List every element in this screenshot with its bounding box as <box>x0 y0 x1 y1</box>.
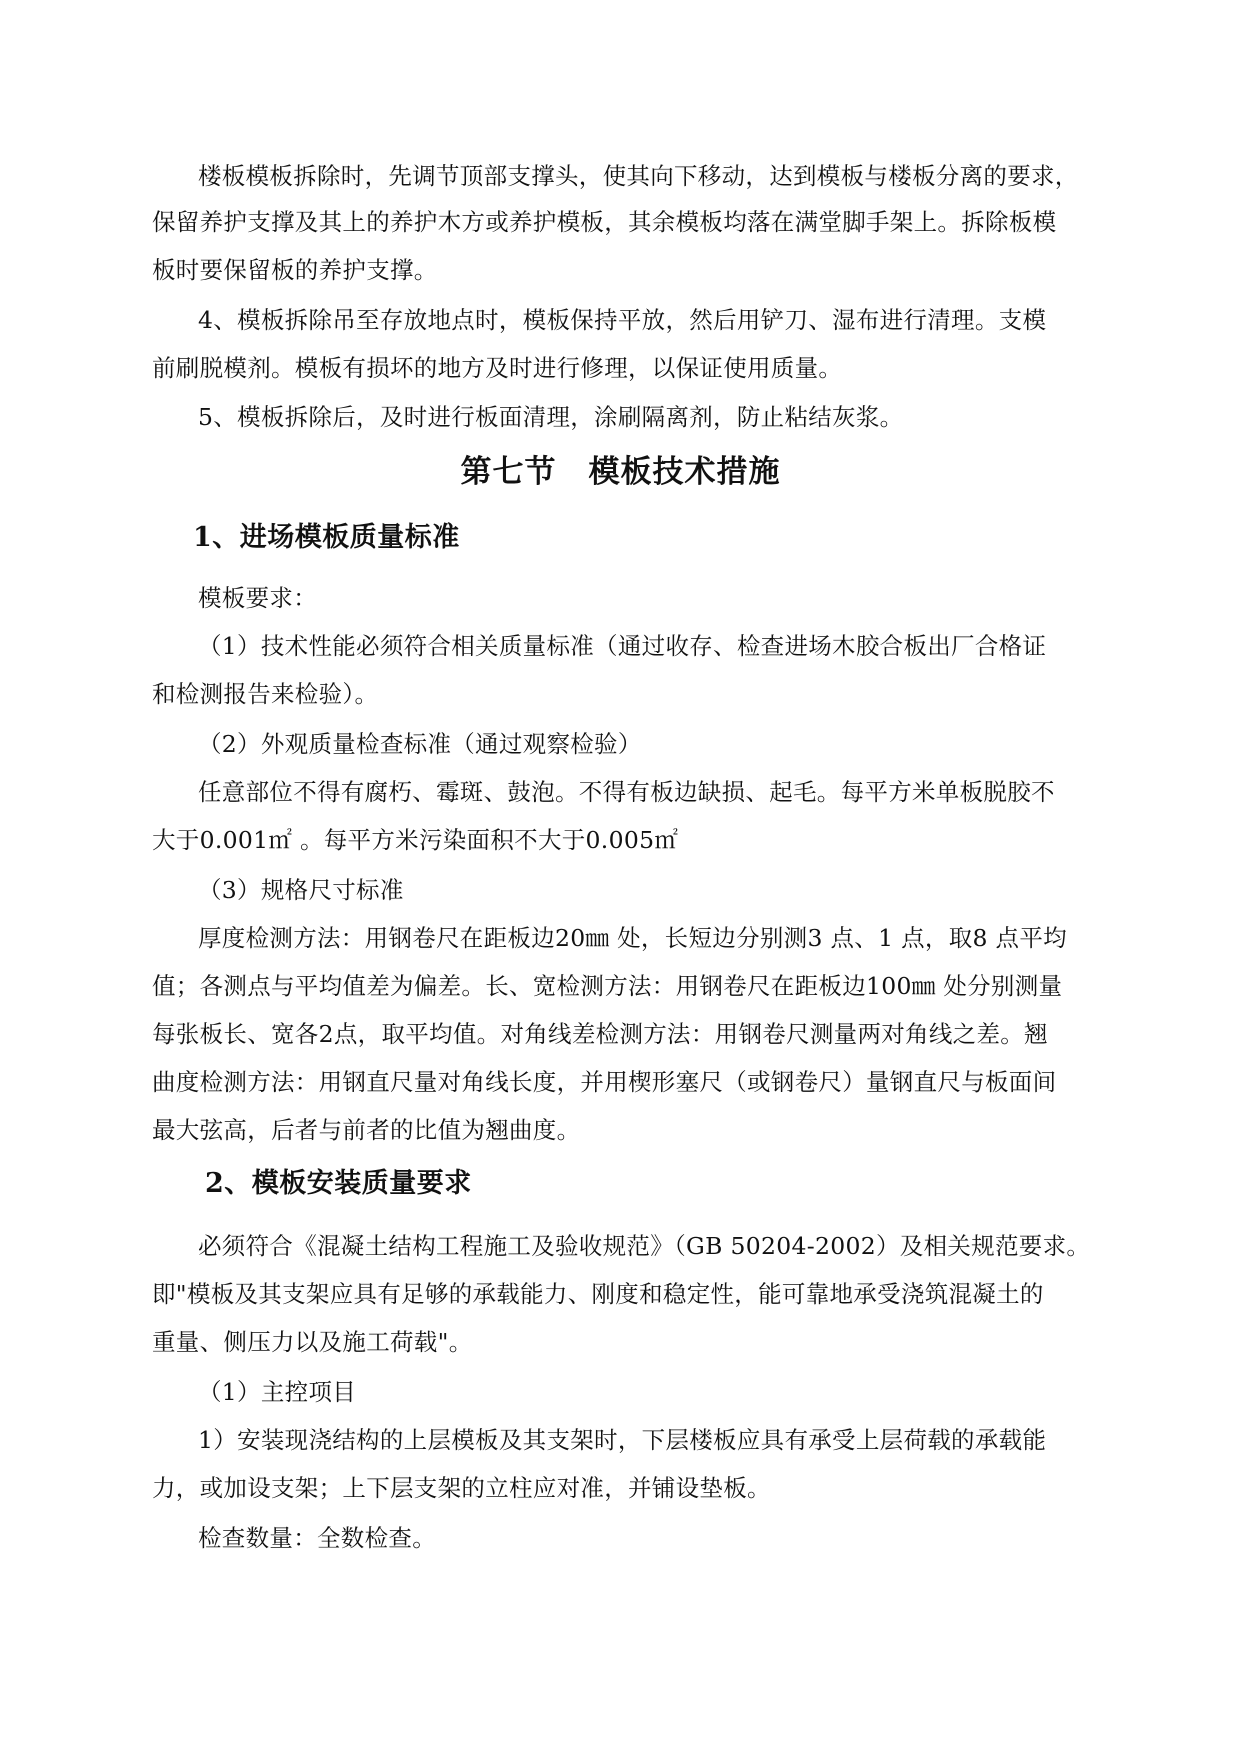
paragraph-line: （3）规格尺寸标准 <box>198 876 404 904</box>
paragraph-line: 检查数量：全数检查。 <box>198 1524 436 1552</box>
paragraph-line: 任意部位不得有腐朽、霉斑、鼓泡。不得有板边缺损、起毛。每平方米单板脱胶不 <box>198 778 1055 806</box>
paragraph-line: 每张板长、宽各2点，取平均值。对角线差检测方法：用钢卷尺测量两对角线之差。翘 <box>152 1020 1048 1048</box>
paragraph-line: 值；各测点与平均值差为偏差。长、宽检测方法：用钢卷尺在距板边100㎜ 处分别测量 <box>152 972 1063 1000</box>
paragraph-line: 前刷脱模剂。模板有损坏的地方及时进行修理，以保证使用质量。 <box>152 354 843 382</box>
paragraph-line: 板时要保留板的养护支撑。 <box>152 256 438 284</box>
paragraph-line: 曲度检测方法：用钢直尺量对角线长度，并用楔形塞尺（或钢卷尺）量钢直尺与板面间 <box>152 1068 1057 1096</box>
paragraph-line: 大于0.001㎡ 。每平方米污染面积不大于0.005㎡ <box>152 826 679 854</box>
paragraph-line: 力，或加设支架；上下层支架的立柱应对准，并铺设垫板。 <box>152 1474 771 1502</box>
heading-incoming-formwork-quality: 1、进场模板质量标准 <box>193 522 460 553</box>
paragraph-line: 即"模板及其支架应具有足够的承载能力、刚度和稳定性，能可靠地承受浇筑混凝土的 <box>152 1280 1044 1308</box>
paragraph-line: 1）安装现浇结构的上层模板及其支架时，下层楼板应具有承受上层荷载的承载能 <box>198 1426 1047 1454</box>
paragraph-line: （2）外观质量检查标准（通过观察检验） <box>198 730 642 758</box>
section-title: 第七节 模板技术措施 <box>460 454 781 490</box>
heading-formwork-installation-quality: 2、模板安装质量要求 <box>205 1168 472 1199</box>
paragraph-line: （1）技术性能必须符合相关质量标准（通过收存、检查进场木胶合板出厂合格证 <box>198 632 1047 660</box>
paragraph-line: 模板要求： <box>198 584 317 612</box>
paragraph-line: 楼板模板拆除时，先调节顶部支撑头，使其向下移动，达到模板与楼板分离的要求， <box>198 162 1079 190</box>
paragraph-line: 4、模板拆除吊至存放地点时，模板保持平放，然后用铲刀、湿布进行清理。支模 <box>198 306 1047 334</box>
paragraph-line: 必须符合《混凝土结构工程施工及验收规范》（GB 50204-2002）及相关规范要求。 <box>198 1232 1091 1260</box>
paragraph-line: 最大弦高，后者与前者的比值为翘曲度。 <box>152 1116 581 1144</box>
paragraph-line: 5、模板拆除后，及时进行板面清理，涂刷隔离剂，防止粘结灰浆。 <box>198 403 904 431</box>
paragraph-line: 保留养护支撑及其上的养护木方或养护模板，其余模板均落在满堂脚手架上。拆除板模 <box>152 208 1057 236</box>
paragraph-line: （1）主控项目 <box>198 1378 357 1406</box>
paragraph-line: 和检测报告来检验）。 <box>152 680 379 708</box>
paragraph-line: 厚度检测方法：用钢卷尺在距板边20㎜ 处，长短边分别测3 点、1 点，取8 点平均 <box>198 924 1067 952</box>
paragraph-line: 重量、侧压力以及施工荷载"。 <box>152 1328 473 1356</box>
